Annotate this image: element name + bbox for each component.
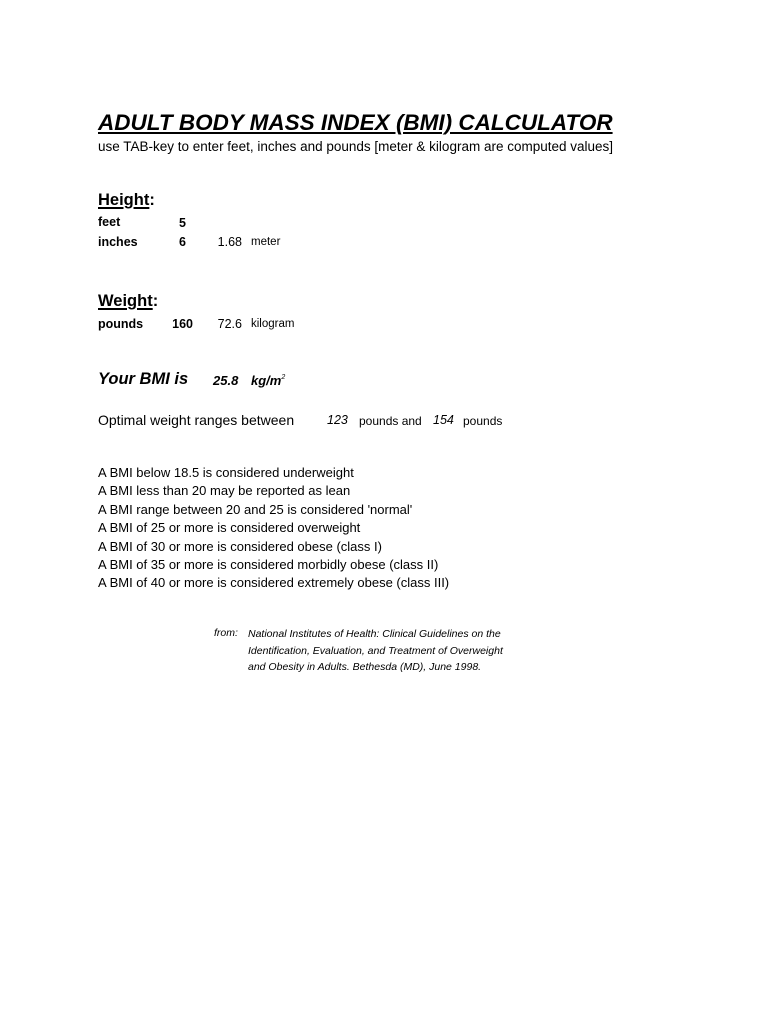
optimal-high-unit: pounds [463,414,503,428]
weight-heading [98,293,158,310]
bmi-category-list [98,464,449,593]
list-item: A BMI of 30 or more is considered obese (class I) [98,538,382,554]
list-item: A BMI range between 20 and 25 is considered 'normal' [98,501,413,517]
optimal-low-unit: pounds and [359,414,422,428]
optimal-high-value: 154 [433,413,454,427]
inches-input[interactable]: 6 [179,235,186,249]
list-item: A BMI below 18.5 is considered underweight [98,465,354,480]
bmi-result-value: 25.8 [213,373,239,388]
pounds-input[interactable]: 160 [172,317,193,331]
kilogram-unit: kilogram [251,318,295,330]
citation-line: National Institutes of Health: Clinical Guidelines on the [248,628,501,640]
bmi-result-unit [251,374,285,387]
list-item: A BMI of 35 or more is considered morbidly obese (class II) [98,557,439,573]
list-item: A BMI of 25 or more is considered overweight [98,520,361,536]
height-heading [98,192,155,209]
optimal-low-value: 123 [327,413,348,427]
weight-heading-colon: : [152,292,159,310]
instructions-text: use TAB-key to enter feet, inches and pounds [meter & kilogram are computed values] [98,139,614,154]
source-citation [248,626,503,676]
height-heading-colon: : [149,191,155,209]
height-heading-label: Height [98,191,150,209]
pounds-label: pounds [98,317,144,331]
optimal-range-label: Optimal weight ranges between [98,412,295,428]
kilogram-value: 72.6 [217,317,242,331]
feet-input[interactable]: 5 [179,216,186,230]
meter-value: 1.68 [217,235,242,249]
weight-heading-label: Weight [98,292,153,310]
bmi-result-label: Your BMI is [98,370,189,388]
feet-label: feet [98,215,121,229]
bmi-unit-exponent: 2 [281,374,286,381]
bmi-unit-text: kg/m [251,373,282,388]
citation-line: and Obesity in Adults. Bethesda (MD), June 1998. [248,661,482,673]
meter-unit: meter [251,236,281,248]
page-title: ADULT BODY MASS INDEX (BMI) CALCULATOR [98,110,613,135]
list-item: A BMI less than 20 may be reported as lean [98,483,351,499]
inches-label: inches [98,235,138,249]
citation-line: Identification, Evaluation, and Treatment of Overweight [248,644,503,657]
source-from-label: from: [214,627,238,639]
list-item: A BMI of 40 or more is considered extremely obese (class III) [98,575,450,591]
